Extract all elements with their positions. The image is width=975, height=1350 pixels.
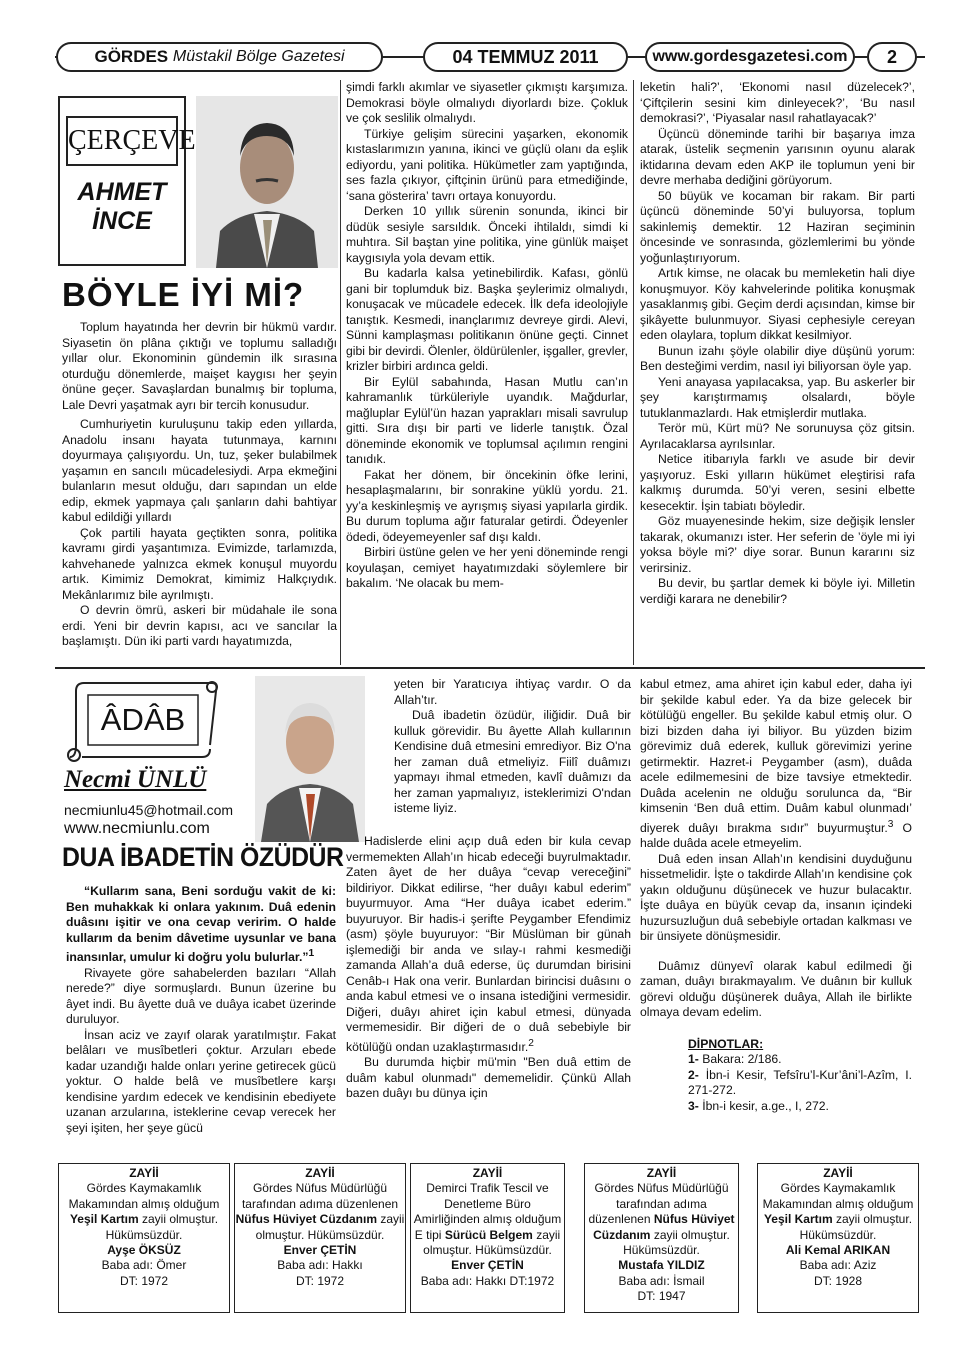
article-title: DUA İBADETİN ÖZÜDÜR bbox=[62, 842, 344, 872]
masthead bbox=[56, 42, 383, 72]
article-column-3 bbox=[640, 80, 915, 607]
paragraph: Cumhuriyetin kuruluşunu takip eden yıllarda, Anadolu insanı hayata tutunmaya, karnını doyurmaya çalışıyordu. Un, tuz, şeker bulabilmek yaşamın en sancılı mücadelesiydi. Arpa ekmeğini bulanların mesut olduğu, darı sapından un elde edip, ekmek yapmaya çalı şanların dahi bahtiyar kabul edildiği yıllardı bbox=[62, 417, 337, 524]
column-header-box bbox=[58, 96, 196, 266]
paragraph: Bu devir, bu şartlar demek ki böyle iyi. Milletin verdiği karara ne denebilir? bbox=[640, 576, 915, 606]
paragraph: 50 büyük ve kocaman bir rakam. Bir parti üçüncü döneminde 50’yi buluyorsa, toplum sakinlemiş demektir. 12 Haziran seçiminin öncesinde ve sonrasında, gözlemlerimi bu yönde yoğunlaştırıyorum. bbox=[640, 188, 915, 265]
paragraph: Toplum hayatında her devrin bir hükmü vardır. Siyasetin ön plâna çıktığı ve toplumu salladığı yıllar olur. Ekonominin gündemin ilk sırasına oturduğu dönemlerde, maişet kaygısı her şeyin önüne geçer. Savaşlardan bunalmış bir topluma, Lale Devri yaşatmak ayrı bir tercih konusudur. bbox=[62, 320, 337, 412]
paragraph bbox=[346, 834, 631, 1055]
paragraph: Türkiye gelişim sürecini yaşarken, ekonomik kıstaslarımızın yanına, ikinci ve güçlü olanı da eşlik ediyordu, yani politika. Hükümetler zam yaptığında, ses fazla çıkıyor, çiftçinin ürünü para etmediğinde, ‘sana gösterira’ tavrı ortaya konuyordu. bbox=[346, 126, 628, 203]
page-number: 2 bbox=[867, 42, 917, 72]
article-column-2-bottom bbox=[346, 834, 631, 1102]
paper-name: GÖRDES bbox=[94, 47, 169, 66]
paragraph: Bu durumda hiçbir mü'min "Ben duâ ettim de duâm kabul olunmadı" dememelidir. Çünkü Allah bazen duâyı bu dünya için bbox=[346, 1055, 631, 1101]
scroll-banner bbox=[62, 675, 220, 765]
paragraph: O devrin ömrü, askeri bir müdahale ile sona erdi. Yeni bir devrin kapısı, acı ve sancılar la başlamıştı. Dün iki parti vardı hayatımızda, bbox=[62, 603, 337, 648]
author-name: Necmi ÜNLÜ bbox=[64, 766, 207, 793]
paragraph: Artık kimse, ne olacak bu memleketin hali diye konuşmuyor. Köy kahvelerinde politika konuşmak yasaklanmış gibi. Geçim derdi açısından, kimse bir şikâyette bulunmuyor. Siyasi cephesiyle cereyan eden olaylara, toplum dikkat kesilmiyor. bbox=[640, 266, 915, 342]
classified-ad: ZAYİİ Gördes Nüfus Müdürlüğü tarafından adıma düzenlenen Nüfus Hüviyet Cüzdanım zayii olmuştur. Hükümsüzdür. Enver ÇETİN Baba adı: Hakkı DT: 1972 bbox=[234, 1163, 406, 1313]
paragraph: Duâ ibadetin özüdür, iliğidir. Duâ bir kulluk görevidir. Bu âyette Allah kullarının Kendisine duâ etmesini emrediyor. Biz O'na her zaman duâ etmeliyiz. Fiilî duâmızı yapmayı ihmal etmeden, kavlî duâmızı da her zaman yapmalıyız, isteklerimizi O'ndan isteme liyiz. bbox=[394, 708, 631, 815]
column-divider bbox=[340, 80, 341, 665]
paragraph: Fakat her dönem, bir öncekinin öfke lerini, hesaplaşmalarını, bir sonrakine yüklü yordu. 21. yy’a keskinleşmiş ve ayrışmış siyasi yapılarla girdik. Bu durum topluma ağır faturalar getirdi. Ödeyenler ödedi, ödeyemeyenler saf dışı kaldı. bbox=[346, 467, 628, 544]
author-website[interactable]: www.necmiunlu.com bbox=[64, 820, 210, 837]
paragraph: Yeni anayasa yapılacaksa, yap. Bu askerler bir şey karıştırmamış olsalardı, böyle tutuklanmazlardı. Hak etmişlerdir mutlaka. bbox=[640, 374, 915, 420]
column-divider bbox=[633, 80, 634, 665]
paragraph: Rivayete göre sahabelerden bazıları “Allah nerede?” diye sormuşlardı. Bunun üzerine bu âyet indi. Bu âyette duâ ve duâya icabet üzerinde duruluyor. bbox=[66, 965, 336, 1027]
verse-quote: “Kullarım sana, Beni sorduğu vakit de ki: Ben muhakkak ki onlara yakınım. Duâ edenin duâsını işitir ve ona cevap veririm. O halde kullarım da benim dâvetime uysunlar ve bana inansınlar, umulur ki doğru yolu bulurlar.” bbox=[66, 884, 336, 965]
paragraph: Birbiri üstüne gelen ve her yeni döneminde rengi koyulaşan, cemiyet hayatımızdaki söylemlere bir bakalım. ‘Ne olacak bu mem- bbox=[346, 545, 628, 590]
footnote-ref: 1 bbox=[308, 948, 315, 959]
paragraph: Çok partili hayata geçtikten sonra, politika kavramı girdi yaşantımıza. Evimizde, tarlamızda, kahvehanede yalnızca ekmek konuşul muyordu artık. Kimimiz Demokrat, kimimiz Halkçıydık. Mekânlarımız bile ayrılmıştı. bbox=[62, 525, 337, 602]
paragraph: Terör mü, Kürt mü? Ne sorunuysa çöz gitsin. Ayrılacaklarsa ayrılsınlar. bbox=[640, 421, 915, 451]
website[interactable]: www.gordesgazetesi.com bbox=[645, 42, 855, 72]
paragraph: Duâ eden insan Allah’ın kendisini duyduğunu hissetmelidir. İşte o takdirde Allah’ın kendisine çok yakın olduğunu düşünecek ve huzur bulacaktır. İşte duâya en büyük cevap da, insanın içindeki huzursuzluğun duâ sebebiyle ortadan kalkması ve bir ünsiyete dönüşmesidir. bbox=[640, 851, 912, 944]
article-column-2 bbox=[346, 80, 628, 592]
paragraph: Bir Eylül sabahında, Hasan Mutlu can’ın kahramanlık türküleriyle uyandık. Mağdurlar, mağluplar Eylül’ün hazan yaprakları misali savrulup gitti. Sıra dışı bir parti ve liderle tanıştık. Özal döneminde ekonomik ve toplumsal açılımın rengini tanıdık. bbox=[346, 374, 628, 466]
column-name: ÇERÇEVE bbox=[66, 116, 178, 166]
author-photo bbox=[255, 676, 365, 842]
author-email[interactable]: necmiunlu45@hotmail.com bbox=[64, 802, 234, 818]
classified-ad: ZAYİİ Gördes Kaymakamlık Makamından almış olduğum Yeşil Kartım zayii olmuştur. Hükümsüzdür. Ali Kemal ARIKAN Baba adı: Aziz DT: 1928 bbox=[757, 1163, 919, 1313]
paragraph: Üçüncü döneminde tarihi bir başarıya imza atarak, üstelik seçmenin yarısının oyunu alarak iktidarına devam eden AKP ile toplumun yeni bir devre merhaba dediğini görüyorum. bbox=[640, 126, 915, 187]
article-column-2-top bbox=[394, 677, 631, 817]
article-column-1 bbox=[66, 884, 336, 1136]
author-last-name: İNCE bbox=[92, 207, 152, 235]
footnote: 2- İbn-i Kesir, Tefsîru’l-Kur’âni’l-Azîm, I. 271-272. bbox=[688, 1067, 912, 1098]
paragraph: şimdi farklı akımlar ve siyasetler çıkmıştı karşımıza. Demokrasi böyle olmalıydı diyorlardı bize. Çokluk ve çok seslilik olmalıydı. bbox=[346, 80, 628, 125]
footnote-ref: 3 bbox=[887, 818, 894, 830]
paragraph: Duâmız dünyevî olarak kabul edilmedi ği zaman, duâyı bırakmayalım. Ve duânın bir kulluk görevi olduğu düşünerek duâya, Allah ile birlikte olmaya devam edelim. bbox=[640, 958, 912, 1020]
classified-ad: ZAYİİ Demirci Trafik Tescil ve Denetleme Büro Amirliğinden almış olduğum E tipi Sürücü Belgem zayii olmuştur. Hükümsüzdür. Enver ÇETİN Baba adı: Hakkı DT:1972 bbox=[410, 1163, 565, 1313]
article-column-1 bbox=[62, 320, 337, 650]
author-first-name: AHMET bbox=[77, 178, 167, 206]
classified-ad: ZAYİİ Gördes Nüfus Müdürlüğü tarafından adıma düzenlenen Nüfus Hüviyet Cüzdanım zayii olmuştur. Hükümsüzdür. Mustafa YILDIZ Baba adı: İsmail DT: 1947 bbox=[584, 1163, 739, 1313]
paragraph-text: O halde duâda acele etmeyelim. bbox=[640, 820, 912, 851]
footnote: 3- İbn-i kesir, a.ge., I, 272. bbox=[688, 1098, 829, 1113]
footnote-ref: 2 bbox=[528, 1037, 534, 1049]
footnote: 1- Bakara: 2/186. bbox=[688, 1052, 782, 1067]
paragraph: Bunun izahı şöyle olabilir diye düşünü yorum: Ben desteğimi verdim, nasıl iyi biliyorsan öyle yap. bbox=[640, 343, 915, 373]
classified-ad: ZAYİİ Gördes Kaymakamlık Makamından almış olduğum Yeşil Kartım zayii olmuştur. Hükümsüzdür. Ayşe ÖKSÜZ Baba adı: Ömer DT: 1972 bbox=[58, 1163, 230, 1313]
footnotes bbox=[640, 1052, 912, 1114]
paragraph: Netice itibarıyla farklı ve asude bir devir yaşıyoruz. Eski yılların hükümet eleştirisi rafa kalkmış durumda. 50’yi veren, sesini elbette kesecektir. İşin tabiatı böyledir. bbox=[640, 452, 915, 513]
article-title: BÖYLE İYİ Mİ? bbox=[62, 276, 305, 313]
paragraph: leketin hali?’, ‘Ekonomi nasıl düzelecek?’, ‘Çiftçilerin sesini kim dinleyecek?’, ‘Bu nasıl demokrasi?’, ‘Piyasalar nasıl rahatlayacak?’ bbox=[640, 80, 915, 125]
paragraph: Bu kadarla kalsa yetinebilirdik. Kafası, gönlü gani bir toplumduk biz. Başka şeylerimiz olmalıydı, konuşacak ve mücadele edecek. İlk defa ideolojiyle tanıştık. Kesmedi, inançlarımız devreye girdi. Alevi, Sünni kamplaşması politikanın önüne geçti. Cinnet gibi bir devirdi. Ölenler, öldürülenler, işgaller, grevler, krizler birbiri ardınca geldi. bbox=[346, 266, 628, 373]
paragraph: Göz muayenesinde hekim, size değişik lensler takarak, okumanızı ister. Her seferin de ’öyle mi iyi yoksa böyle mi?’ diye sorar. Bunun kararını siz verirsiniz. bbox=[640, 514, 915, 575]
paragraph-text: Hadislerde elini açıp duâ eden bir kula cevap vermemekten Allah’ın hicab edeceği buyrulmaktadır. Zaten âyet de her duâya “cevap vereceğini” bildiriyor. Dikkat edilirse, “her duâyı kabul ederim” buyurmuyor. Ama “Her duâya icabet ederim.” buyuruyor. Bir hadis-i şerifte Peygamber Efendimiz (asm) şöyle buyuruyor: “Bir Müslüman bir günah işlemediği bir anda ve sılay-ı rahmi kesmediği zamanda Allah’a duâ ederse, üç durumdan birisini Cenâb-ı Hak ona verir. Bunlardan birincisi duâsını o anda kabul etmesi ve o insana istediğini vermesidir. Diğeri, duâyı ahiret için kabul etmesi, dünyada vermemesidir. Bir diğeri de o duâ sebebiyle bir kötülüğü ondan uzaklaştırmasıdır. bbox=[346, 834, 631, 1054]
issue-date: 04 TEMMUZ 2011 bbox=[423, 42, 628, 72]
paragraph: yeten bir Yaratıcıya ihtiyaç vardır. O da Allah’tır. bbox=[394, 677, 631, 707]
paragraph: Derken 10 yıllık sürenin sonunda, ikinci bir düdük sesiyle sarsıldık. Önceki ihtilaldı, simdi ki muhtıra. Sil baştan yine politika, yine günlük maişet kaygısıyla yola devam ettik. bbox=[346, 204, 628, 265]
paper-subtitle: Müstakil Bölge Gazetesi bbox=[172, 48, 345, 65]
column-name: ÂDÂB bbox=[100, 702, 186, 737]
footnotes-title: DİPNOTLAR: bbox=[688, 1036, 764, 1051]
paragraph-text: kabul etmez, ama ahiret için kabul eder, daha iyi bir şekilde kabul eder. Ya da bize gelecek bir kötülüğü engeller. Bu şekilde kabul etmiş olur. O bizi bizden daha iyi biliyor. Bu yüzden bizim görevimiz duâ ederek, kulluk görevimizi yerine getirmektir. Hazret-i Peygamber (asm), duâda acele edilmemesini de bize tavsiye etmektedir. Duâda acelenin ne olduğu sorulunca da, “Bir kimsenin ‘Ben duâ ettim. Duâm kabul olunmadı’ diyerek duâyı bırakma sıdır” buyurmuştur. bbox=[640, 677, 912, 835]
section-divider bbox=[55, 667, 925, 669]
article-column-3 bbox=[640, 677, 912, 1114]
author-photo bbox=[196, 96, 338, 268]
paragraph: İnsan aciz ve zayıf olarak yaratılmıştır. Fakat belâları ve musîbetleri çoktur. Arzuları ebede kadar uzandığı halde onları yerine getirecek gücü yoktur. O halde belâ ve musîbetlere karşı kendisine yardım edecek ve kendisinin ebediyete uzanan arzularına, isteklerine cevap verecek her şeyi işiten, her şeye gücü bbox=[66, 1027, 336, 1135]
